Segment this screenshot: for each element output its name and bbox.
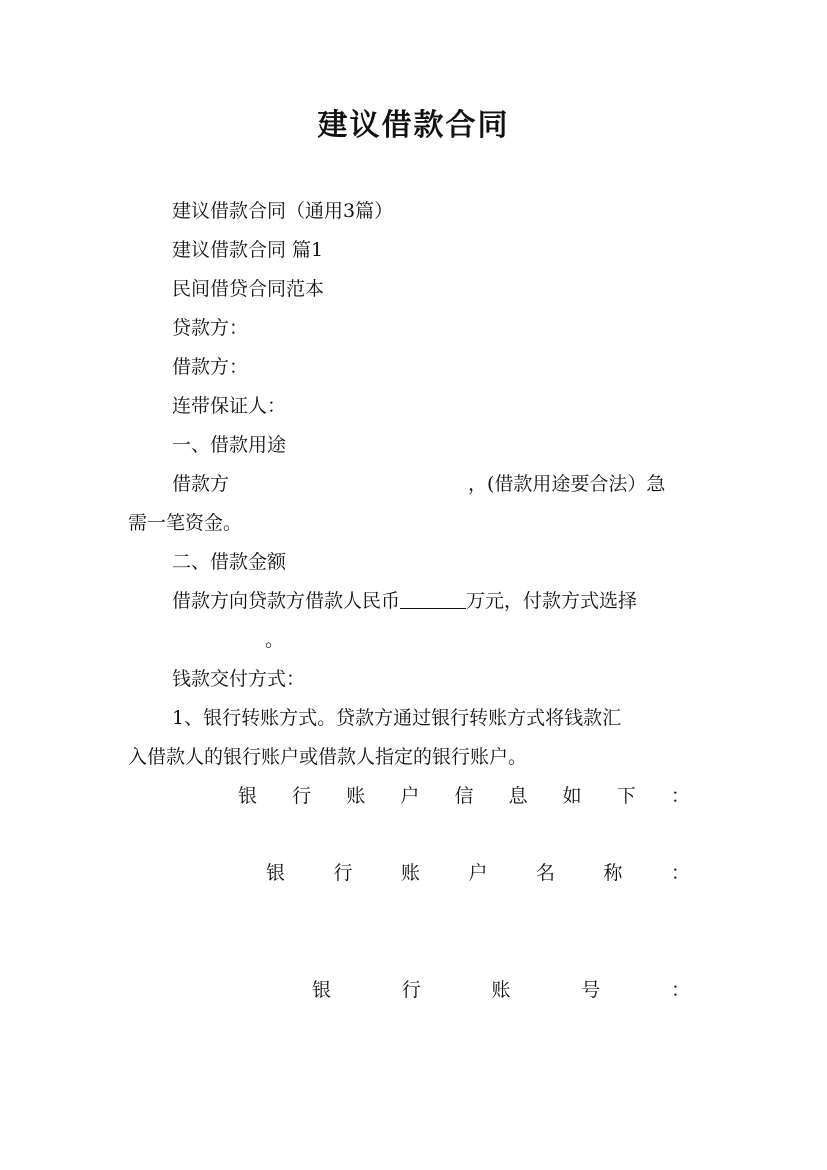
spread-char: 号 [581,979,601,1001]
clause-heading-purpose: 一、借款用途 [172,434,287,456]
bank-account-name-field [266,861,690,885]
spread-char: 账 [400,862,420,884]
spread-char: 息 [508,785,528,807]
spread-char: 行 [292,785,312,807]
amount-line-end: 万元，付款方式选择 [466,590,638,612]
clause-heading-amount: 二、借款金额 [172,551,287,573]
spread-char: ： [670,785,690,807]
spread-char: 信 [454,785,474,807]
spread-char: ： [670,979,690,1001]
spread-char: 户 [468,862,488,884]
amount-line [172,589,637,613]
amount-blank [400,590,466,609]
amount-line-period: 。 [265,629,285,651]
spread-char: 账 [491,979,511,1001]
spread-char: 称 [603,862,623,884]
doc-subtitle: 建议借款合同（通用3篇） [172,200,394,222]
contract-name: 民间借贷合同范本 [172,278,325,300]
spread-char: 下 [616,785,636,807]
bank-info-heading [238,784,690,808]
bank-account-number-field [312,978,690,1002]
bank-transfer-line: 1、银行转账方式。贷款方通过银行转账方式将钱款汇 [172,707,622,729]
spread-char: 如 [562,785,582,807]
spread-char: 行 [333,862,353,884]
section-heading: 建议借款合同 篇1 [172,239,324,261]
payment-method-heading: 钱款交付方式： [172,668,306,690]
lender-field: 贷款方： [172,317,249,339]
spread-char: 账 [346,785,366,807]
spread-char: ： [670,862,690,884]
spread-char: 银 [312,979,332,1001]
purpose-line-start: 借款方 [172,473,230,495]
amount-line-start: 借款方向贷款方借款人民币 [172,590,401,612]
purpose-line-end: ，(借款用途要合法）急 [468,473,666,495]
spread-char: 名 [535,862,555,884]
document-title: 建议借款合同 [317,108,510,143]
spread-char: 银 [266,862,286,884]
spread-char: 行 [401,979,421,1001]
purpose-line-continuation: 需一笔资金。 [128,512,243,534]
guarantor-field: 连带保证人： [172,395,287,417]
spread-char: 银 [238,785,258,807]
spread-char: 户 [400,785,420,807]
borrower-field: 借款方： [172,356,249,378]
bank-transfer-continuation: 入借款人的银行账户或借款人指定的银行账户。 [128,746,528,768]
